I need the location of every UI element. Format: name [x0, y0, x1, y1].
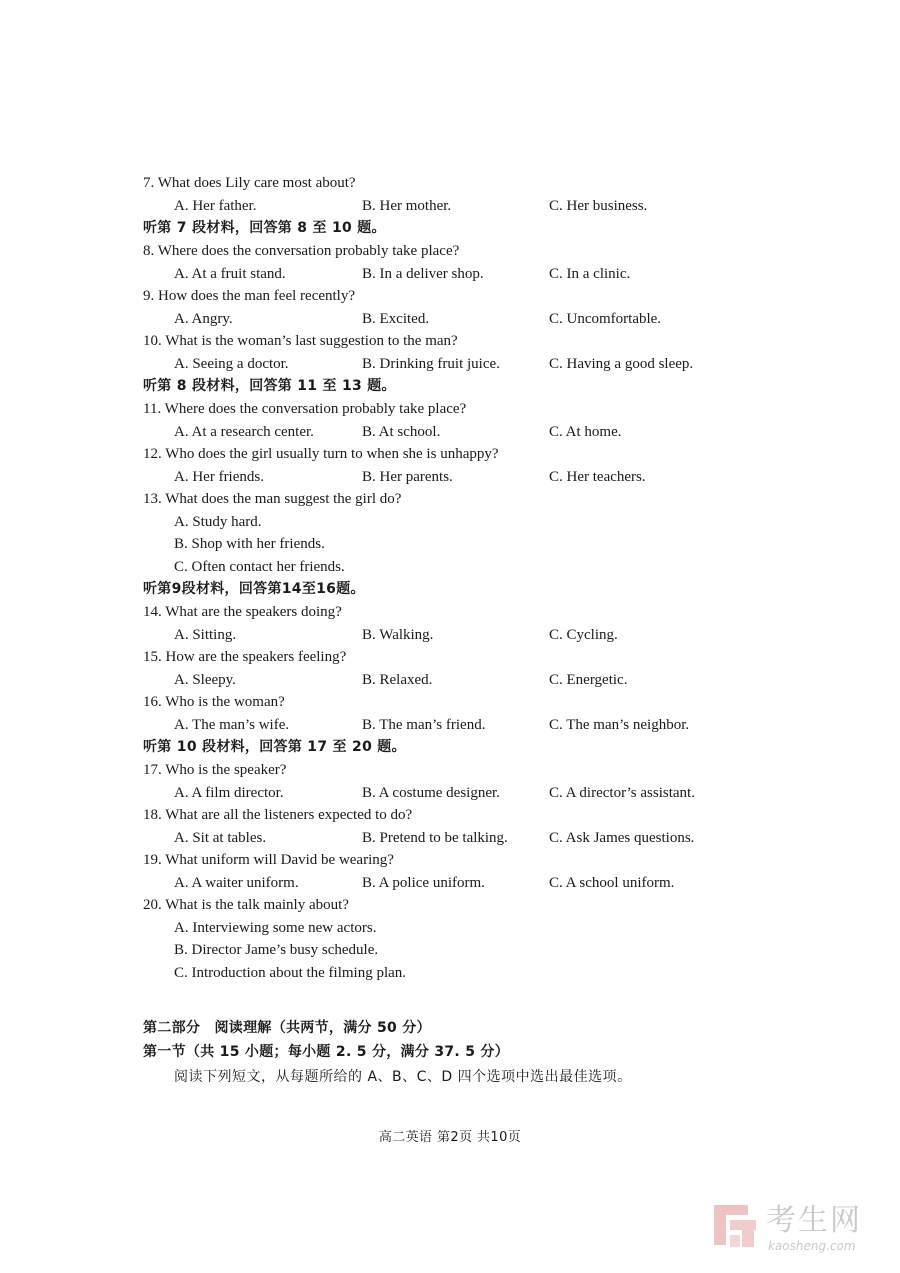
option-a: A. A film director.: [174, 784, 284, 801]
section-heading-8: 听第 8 段材料，回答第 11 至 13 题。: [143, 378, 396, 394]
option-b: B. Director Jame’s busy schedule.: [174, 942, 379, 958]
watermark-url: kaosheng.com: [768, 1239, 856, 1253]
section-one-title: 第一节（共 15 小题；每小题 2. 5 分，满分 37. 5 分）: [143, 1044, 510, 1060]
question-11: 11. Where does the conversation probably take place?: [143, 401, 467, 417]
option-a: A. Angry.: [174, 310, 233, 327]
option-a: A. Study hard.: [174, 513, 262, 530]
options-7: [143, 195, 743, 218]
option-a: A. Her father.: [174, 197, 257, 214]
reading-section-header: [143, 1016, 763, 1090]
reading-instruction: 阅读下列短文，从每题所给的 A、B、C、D 四个选项中选出最佳选项。: [174, 1069, 632, 1085]
kaosheng-logo-icon: [712, 1203, 758, 1249]
option-a: A. Interviewing some new actors.: [174, 919, 377, 936]
option-c: C. At home.: [549, 423, 622, 440]
question-8: 8. Where does the conversation probably take place?: [143, 243, 460, 259]
option-b: B. Walking.: [362, 626, 434, 643]
option-a: A. The man’s wife.: [174, 716, 290, 733]
question-7: 7. What does Lily care most about?: [143, 175, 356, 191]
option-c: C. The man’s neighbor.: [549, 716, 690, 733]
option-a: A. At a fruit stand.: [174, 265, 286, 282]
listening-questions: [143, 172, 743, 984]
options-19: [143, 872, 743, 895]
options-18: [143, 827, 743, 850]
option-a: A. Sleepy.: [174, 671, 236, 688]
section-heading-9: 听第9段材料，回答第14至16题。: [143, 581, 365, 597]
question-12: 12. Who does the girl usually turn to when she is unhappy?: [143, 446, 499, 462]
option-b: B. Excited.: [362, 310, 430, 327]
question-19: 19. What uniform will David be wearing?: [143, 852, 394, 868]
option-c: C. Her business.: [549, 197, 648, 214]
option-c: C. Energetic.: [549, 671, 628, 688]
question-10: 10. What is the woman’s last suggestion to the man?: [143, 333, 458, 349]
option-b: B. In a deliver shop.: [362, 265, 484, 282]
section-heading-10: 听第 10 段材料，回答第 17 至 20 题。: [143, 739, 406, 755]
question-13: 13. What does the man suggest the girl do?: [143, 491, 402, 507]
question-20: 20. What is the talk mainly about?: [143, 897, 349, 913]
options-16: [143, 714, 743, 737]
option-c: C. Introduction about the filming plan.: [174, 964, 407, 981]
option-c: C. In a clinic.: [549, 265, 631, 282]
watermark-text: 考生网: [766, 1203, 862, 1238]
question-15: 15. How are the speakers feeling?: [143, 649, 347, 665]
option-b: B. A costume designer.: [362, 784, 500, 801]
option-a: A. Her friends.: [174, 468, 264, 485]
options-15: [143, 669, 743, 692]
option-b: B. Her parents.: [362, 468, 453, 485]
options-11: [143, 421, 743, 444]
option-c: C. Often contact her friends.: [174, 558, 345, 575]
option-c: C. Her teachers.: [549, 468, 646, 485]
option-b: B. At school.: [362, 423, 441, 440]
option-b: B. Shop with her friends.: [174, 536, 325, 552]
option-c: C. A school uniform.: [549, 874, 675, 891]
option-b: B. A police uniform.: [362, 874, 485, 891]
options-9: [143, 308, 743, 331]
section-heading-7: 听第 7 段材料，回答第 8 至 10 题。: [143, 220, 386, 236]
question-17: 17. Who is the speaker?: [143, 762, 287, 778]
question-16: 16. Who is the woman?: [143, 694, 285, 710]
option-c: C. Having a good sleep.: [549, 355, 694, 372]
option-b: B. The man’s friend.: [362, 716, 486, 733]
option-c: C. Uncomfortable.: [549, 310, 662, 327]
option-b: B. Relaxed.: [362, 671, 433, 688]
option-a: A. Sit at tables.: [174, 829, 267, 846]
options-17: [143, 782, 743, 805]
option-a: A. Sitting.: [174, 626, 237, 643]
option-b: B. Pretend to be talking.: [362, 829, 508, 846]
option-b: B. Drinking fruit juice.: [362, 355, 500, 372]
options-14: [143, 624, 743, 647]
option-c: C. A director’s assistant.: [549, 784, 695, 801]
option-c: C. Ask James questions.: [549, 829, 695, 846]
option-c: C. Cycling.: [549, 626, 618, 643]
option-b: B. Her mother.: [362, 197, 452, 214]
options-12: [143, 466, 743, 489]
question-14: 14. What are the speakers doing?: [143, 604, 342, 620]
part-two-title: 第二部分 阅读理解（共两节，满分 50 分）: [143, 1020, 431, 1036]
options-8: [143, 263, 743, 286]
option-a: A. A waiter uniform.: [174, 874, 299, 891]
question-18: 18. What are all the listeners expected to do?: [143, 807, 413, 823]
watermark: [712, 1203, 882, 1259]
question-9: 9. How does the man feel recently?: [143, 288, 355, 304]
options-10: [143, 353, 743, 376]
page-footer: 高二英语 第2页 共10页: [378, 1130, 522, 1145]
option-a: A. Seeing a doctor.: [174, 355, 289, 372]
option-a: A. At a research center.: [174, 423, 314, 440]
